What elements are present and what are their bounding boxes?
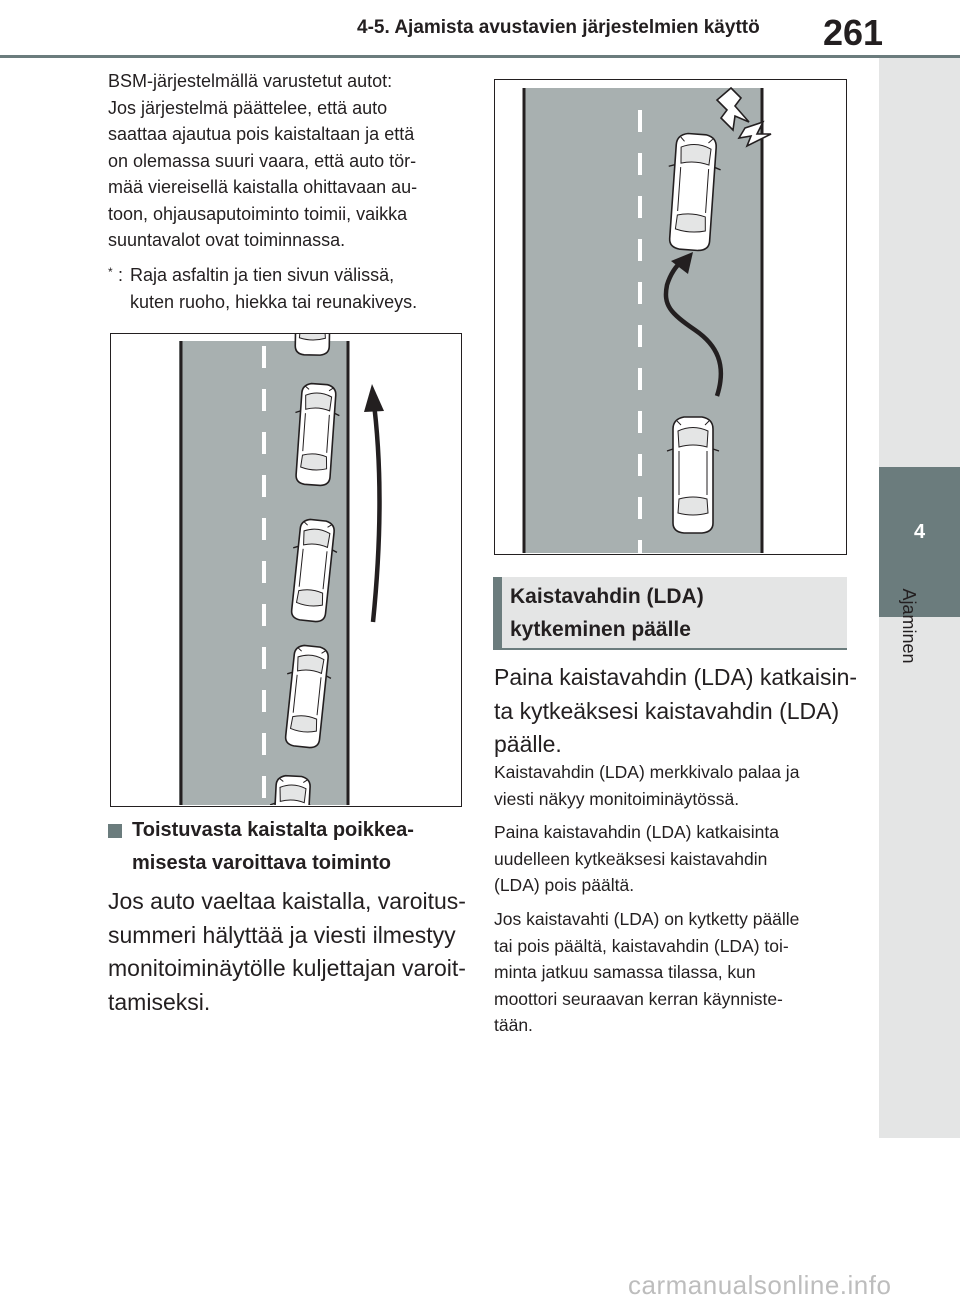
note-line: viesti näkyy monitoiminäytössä. — [494, 788, 740, 809]
header-rule — [0, 55, 960, 58]
intro-line: suuntavalot ovat toiminnassa. — [108, 230, 346, 250]
note-line: minta jatkuu samassa tilassa, kun — [494, 962, 756, 982]
section-heading-line: Kaistavahdin (LDA) — [510, 585, 704, 608]
section-title: 4-5. Ajamista avustavien järjestelmien käyttö — [357, 17, 760, 38]
road-surface — [523, 88, 763, 553]
intro-line: BSM-järjestelmällä varustetut autot: — [108, 71, 393, 91]
note-line: tään. — [494, 1015, 533, 1035]
arrow-up-icon — [373, 396, 380, 622]
chapter-label: Ajaminen — [899, 588, 919, 664]
car-icon — [667, 417, 719, 533]
footnote-line: kuten ruoho, hiekka tai reunakiveys. — [130, 292, 418, 312]
chapter-number: 4 — [913, 521, 926, 543]
subheading-line: Toistuvasta kaistalta poikkea- — [132, 819, 414, 841]
note-line: tai pois päältä, kaistavahdin (LDA) toi- — [494, 935, 789, 956]
body-line: monitoiminäytölle kuljettajan varoit- — [108, 955, 466, 981]
page-number: 261 — [823, 12, 884, 53]
watermark: carmanualsonline.info — [628, 1270, 892, 1300]
warning-paragraph — [108, 885, 466, 1019]
note-line: Paina kaistavahdin (LDA) katkaisinta — [494, 822, 780, 842]
footnote-line: Raja asfaltin ja tien sivun välissä, — [130, 265, 395, 285]
note-paragraph-1 — [494, 759, 799, 812]
bullet-square-icon — [108, 824, 122, 838]
intro-line: toon, ohjausaputoiminto toimii, vaikka — [108, 203, 408, 224]
body-line: Jos auto vaeltaa kaistalla, varoitus- — [108, 888, 466, 914]
intro-line: mää viereisellä kaistalla ohittavaan au- — [108, 177, 418, 197]
intro-line: on olemassa suuri vaara, että auto tör- — [108, 150, 417, 171]
intro-line: Jos järjestelmä päättelee, että auto — [108, 97, 388, 118]
intro-line: saattaa ajautua pois kaistaltaan ja että — [108, 124, 415, 144]
subheading-line: misesta varoittava toiminto — [132, 852, 391, 874]
note-line: Jos kaistavahti (LDA) on kytketty päälle — [494, 909, 800, 929]
body-line: ta kytkeäksesi kaistavahdin (LDA) — [494, 697, 840, 724]
note-line: uudelleen kytkeäksesi kaistavahdin — [494, 848, 768, 869]
body-line: tamiseksi. — [108, 988, 211, 1015]
note-paragraph-2 — [494, 819, 779, 899]
heading-accent-bar — [493, 577, 502, 650]
intro-paragraph — [108, 68, 417, 254]
section-heading-box — [493, 577, 847, 650]
note-line: moottori seuraavan kerran käynniste- — [494, 988, 783, 1009]
figure-lane-change-warning — [494, 79, 847, 555]
note-line: Kaistavahdin (LDA) merkkivalo palaa ja — [494, 762, 800, 782]
body-line: Paina kaistavahdin (LDA) katkaisin- — [494, 664, 858, 690]
body-line: päälle. — [494, 731, 562, 757]
chapter-tab — [879, 467, 960, 617]
instruction-paragraph — [494, 661, 857, 762]
note-paragraph-3 — [494, 906, 799, 1039]
figure-repeated-lane-departure — [110, 333, 462, 807]
section-heading-line: kytkeminen päälle — [510, 618, 691, 641]
body-line: summeri hälyttää ja viesti ilmestyy — [108, 921, 456, 948]
note-line: (LDA) pois päältä. — [494, 875, 635, 895]
arrow-head — [364, 384, 384, 412]
footnote-marker: * — [108, 265, 113, 279]
